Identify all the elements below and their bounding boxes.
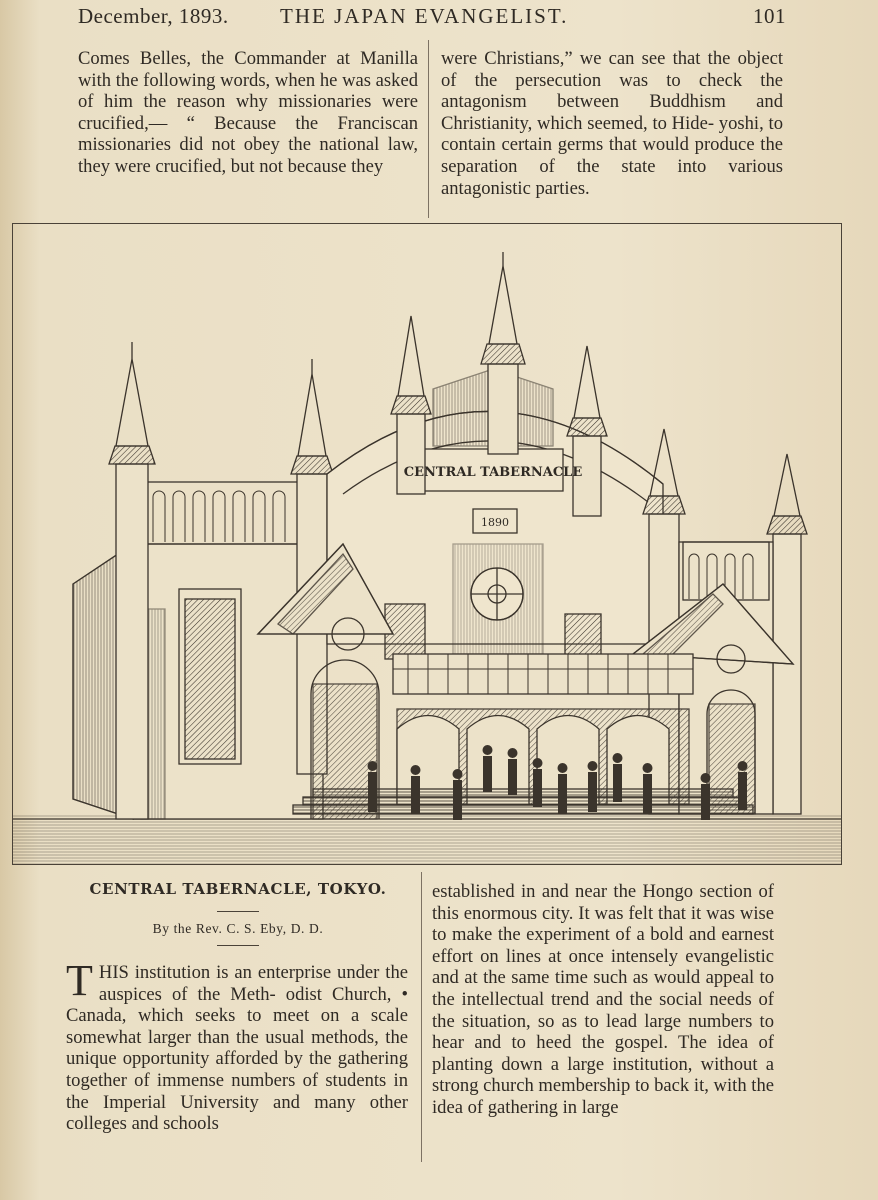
article-title: CENTRAL TABERNACLE, TOKYO. (89, 880, 387, 898)
article-right-column (432, 881, 774, 1119)
column-divider-top (428, 40, 429, 218)
top-right-paragraph: were Christians,” we can see that the object of the persecution was to check the antagonism between Buddhism and Christianity, which seemed, to Hide- yoshi, to contain certain germs that would produce the separation of the state into various antagonistic parties. (441, 48, 783, 199)
tabernacle-illustration (12, 223, 842, 865)
top-right-column (441, 48, 783, 199)
article-first-paragraph (66, 956, 408, 1135)
title-rule (217, 911, 259, 912)
running-header (78, 2, 786, 32)
tabernacle-year-text: 1890 (481, 516, 509, 529)
top-left-paragraph: Comes Belles, the Commander at Manilla with the following words, when he was asked of him the reason why missionaries were crucified,— “ Because the Franciscan missionaries did not obey the national law, they were crucified, but not because they (78, 48, 418, 177)
article-right-text: established in and near the Hongo section of this enormous city. It was felt that it was wise to make the experiment of a bold and earnest effort on lines at once intensely evangelistic and at the same time such as would appeal to the intellectual trend and the social needs of the situation, so as to lead large numbers to hear and to heed the gospel. The idea of planting down a large institution, without a strong church membership to back it, with the idea of gathering in large (432, 881, 774, 1118)
article-left-column (66, 956, 408, 1135)
drop-cap: T (66, 956, 93, 1005)
top-left-column (78, 48, 418, 178)
header-date: December, 1893. (78, 4, 229, 28)
header-page-number: 101 (753, 4, 786, 28)
tabernacle-engraving (13, 224, 841, 864)
tabernacle-sign-text: CENTRAL TABERNACLE (403, 465, 583, 480)
article-byline: By the Rev. C. S. Eby, D. D. (152, 921, 324, 936)
column-divider-bottom (421, 872, 422, 1162)
header-journal-title: THE JAPAN EVANGELIST. (280, 4, 569, 28)
article-left-text: HIS institution is an enterprise under the auspices of the Meth- odist Church, • Canada, which seeks to meet on a scale somewhat larger than the usual methods, the unique opportunity afforded by the gathering together of immense numbers of students in the Imperial University and many other colleges and schools (66, 962, 408, 1135)
byline-rule (217, 945, 259, 946)
